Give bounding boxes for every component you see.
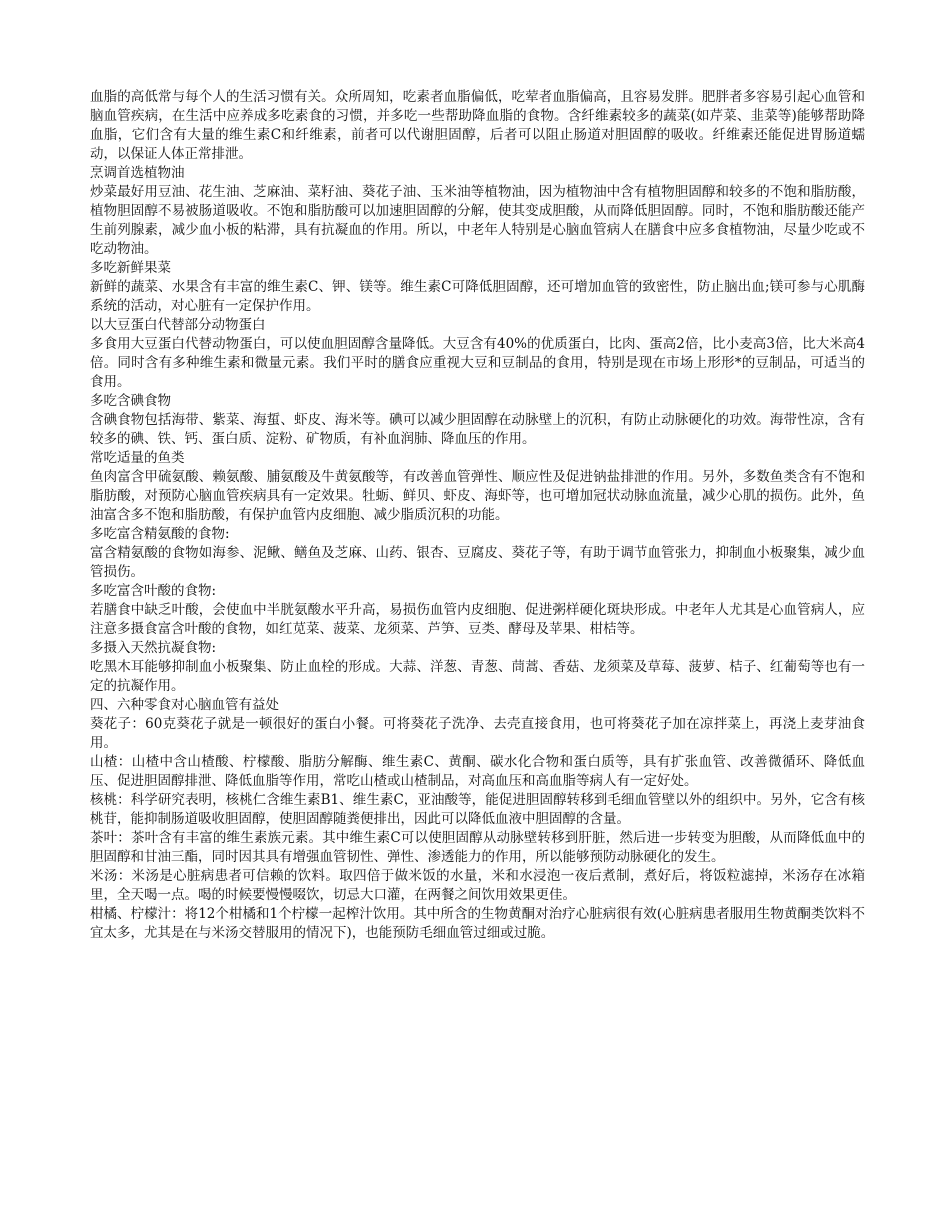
- sunflower-seed-paragraph: 葵花子：60克葵花子就是一顿很好的蛋白小餐。可将葵花子洗净、去壳直接食用，也可将葵花子加在凉拌菜上，再浇上麦芽油食用。: [90, 716, 865, 751]
- section-heading-fish: 常吃适量的鱼类: [90, 450, 185, 466]
- section-heading-soy-protein: 以大豆蛋白代替部分动物蛋白: [90, 317, 266, 333]
- fish-paragraph: 鱼肉富含甲硫氨酸、赖氨酸、脯氨酸及牛黄氨酸等，有改善血管弹性、顺应性及促进钠盐排泄的作用。另外，多数鱼类含有不饱和脂肪酸，对预防心脑血管疾病具有一定效果。牡蛎、鲜贝、虾皮、海虾等，也可增加冠状动脉血流量，减少心肌的损伤。此外，鱼油富含多不饱和脂肪酸，有保护血管内皮细胞、减少脂质沉积的功能。: [90, 469, 865, 523]
- anticoagulant-paragraph: 吃黑木耳能够抑制血小板聚集、防止血栓的形成。大蒜、洋葱、青葱、茼蒿、香菇、龙须菜及草莓、菠萝、桔子、红葡萄等也有一定的抗凝作用。: [90, 659, 865, 694]
- section-heading-plant-oil: 烹调首选植物油: [90, 165, 185, 181]
- intro-paragraph: 血脂的高低常与每个人的生活习惯有关。众所周知，吃素者血脂偏低，吃荤者血脂偏高，且容易发胖。肥胖者多容易引起心血管和脑血管疾病，在生活中应养成多吃素食的习惯，并多吃一些帮助降血脂的食物。含纤维素较多的蔬菜(如芹菜、韭菜等)能够帮助降血脂，它们含有大量的维生素C和纤维素，前者可以代谢胆固醇，后者可以阻止肠道对胆固醇的吸收。纤维素还能促进胃肠道蠕动，以保证人体正常排泄。: [90, 89, 865, 162]
- section-heading-arginine: 多吃富含精氨酸的食物:: [90, 526, 230, 542]
- tea-paragraph: 茶叶：茶叶含有丰富的维生素族元素。其中维生素C可以使胆固醇从动脉壁转移到肝脏，然后进一步转变为胆酸，从而降低血中的胆固醇和甘油三酯，同时因其具有增强血管韧性、弹性、渗透能力的作用，所以能够预防动脉硬化的发生。: [90, 830, 865, 865]
- rice-soup-paragraph: 米汤：米汤是心脏病患者可信赖的饮料。取四倍于做米饭的水量，米和水浸泡一夜后煮制，煮好后，将饭粒滤掉，米汤存在冰箱里，全天喝一点。喝的时候要慢慢啜饮，切忌大口灌，在两餐之间饮用效果更佳。: [90, 868, 865, 903]
- section-heading-fresh-produce: 多吃新鲜果菜: [90, 260, 171, 276]
- document-body: [90, 88, 865, 943]
- walnut-paragraph: 核桃：科学研究表明，核桃仁含维生素B1、维生素C，亚油酸等，能促进胆固醇转移到毛细血管壁以外的组织中。另外，它含有核桃苷，能抑制肠道吸收胆固醇，使胆固醇随粪便排出，因此可以降低血液中胆固醇的含量。: [90, 792, 865, 827]
- section-heading-snacks: 四、六种零食对心脑血管有益处: [90, 697, 279, 713]
- plant-oil-paragraph: 炒菜最好用豆油、花生油、芝麻油、菜籽油、葵花子油、玉米油等植物油，因为植物油中含有植物胆固醇和较多的不饱和脂肪酸，植物胆固醇不易被肠道吸收。不饱和脂肪酸可以加速胆固醇的分解，使其变成胆酸，从而降低胆固醇。同时，不饱和脂肪酸还能产生前列腺素，减少血小板的粘滞，具有抗凝血的作用。所以，中老年人特别是心脑血管病人在膳食中应多食植物油，尽量少吃或不吃动物油。: [90, 184, 865, 257]
- citrus-lemon-juice-paragraph: 柑橘、柠檬汁：将12个柑橘和1个柠檬一起榨汁饮用。其中所含的生物黄酮对治疗心脏病很有效(心脏病患者服用生物黄酮类饮料不宜太多，尤其是在与米汤交替服用的情况下)，也能预防毛细血管过细或过脆。: [90, 906, 865, 941]
- soy-protein-paragraph: 多食用大豆蛋白代替动物蛋白，可以使血胆固醇含量降低。大豆含有40%的优质蛋白，比肉、蛋高2倍，比小麦高3倍，比大米高4倍。同时含有多种维生素和微量元素。我们平时的膳食应重视大豆和豆制品的食用，特别是现在市场上形形*的豆制品，可适当的食用。: [90, 336, 865, 390]
- hawthorn-paragraph: 山楂：山楂中含山楂酸、柠檬酸、脂肪分解酶、维生素C、黄酮、碳水化合物和蛋白质等，具有扩张血管、改善微循环、降低血压、促进胆固醇排泄、降低血脂等作用，常吃山楂或山楂制品，对高血压和高血脂等病人有一定好处。: [90, 754, 865, 789]
- section-heading-iodine: 多吃含碘食物: [90, 393, 171, 409]
- fresh-produce-paragraph: 新鲜的蔬菜、水果含有丰富的维生素C、钾、镁等。维生素C可降低胆固醇，还可增加血管的致密性，防止脑出血;镁可参与心肌酶系统的活动，对心脏有一定保护作用。: [90, 279, 865, 314]
- section-heading-folic-acid: 多吃富含叶酸的食物:: [90, 583, 217, 599]
- section-heading-anticoagulant: 多摄入天然抗凝食物:: [90, 640, 217, 656]
- folic-acid-paragraph: 若膳食中缺乏叶酸，会使血中半胱氨酸水平升高，易损伤血管内皮细胞、促进粥样硬化斑块形成。中老年人尤其是心血管病人，应注意多摄食富含叶酸的食物，如红苋菜、菠菜、龙须菜、芦笋、豆类、酵母及苹果、柑桔等。: [90, 602, 865, 637]
- arginine-paragraph: 富含精氨酸的食物如海参、泥鳅、鳝鱼及芝麻、山药、银杏、豆腐皮、葵花子等，有助于调节血管张力，抑制血小板聚集，减少血管损伤。: [90, 545, 865, 580]
- iodine-paragraph: 含碘食物包括海带、紫菜、海蜇、虾皮、海米等。碘可以减少胆固醇在动脉壁上的沉积，有防止动脉硬化的功效。海带性凉，含有较多的碘、铁、钙、蛋白质、淀粉、矿物质，有补血润肺、降血压的作用。: [90, 412, 865, 447]
